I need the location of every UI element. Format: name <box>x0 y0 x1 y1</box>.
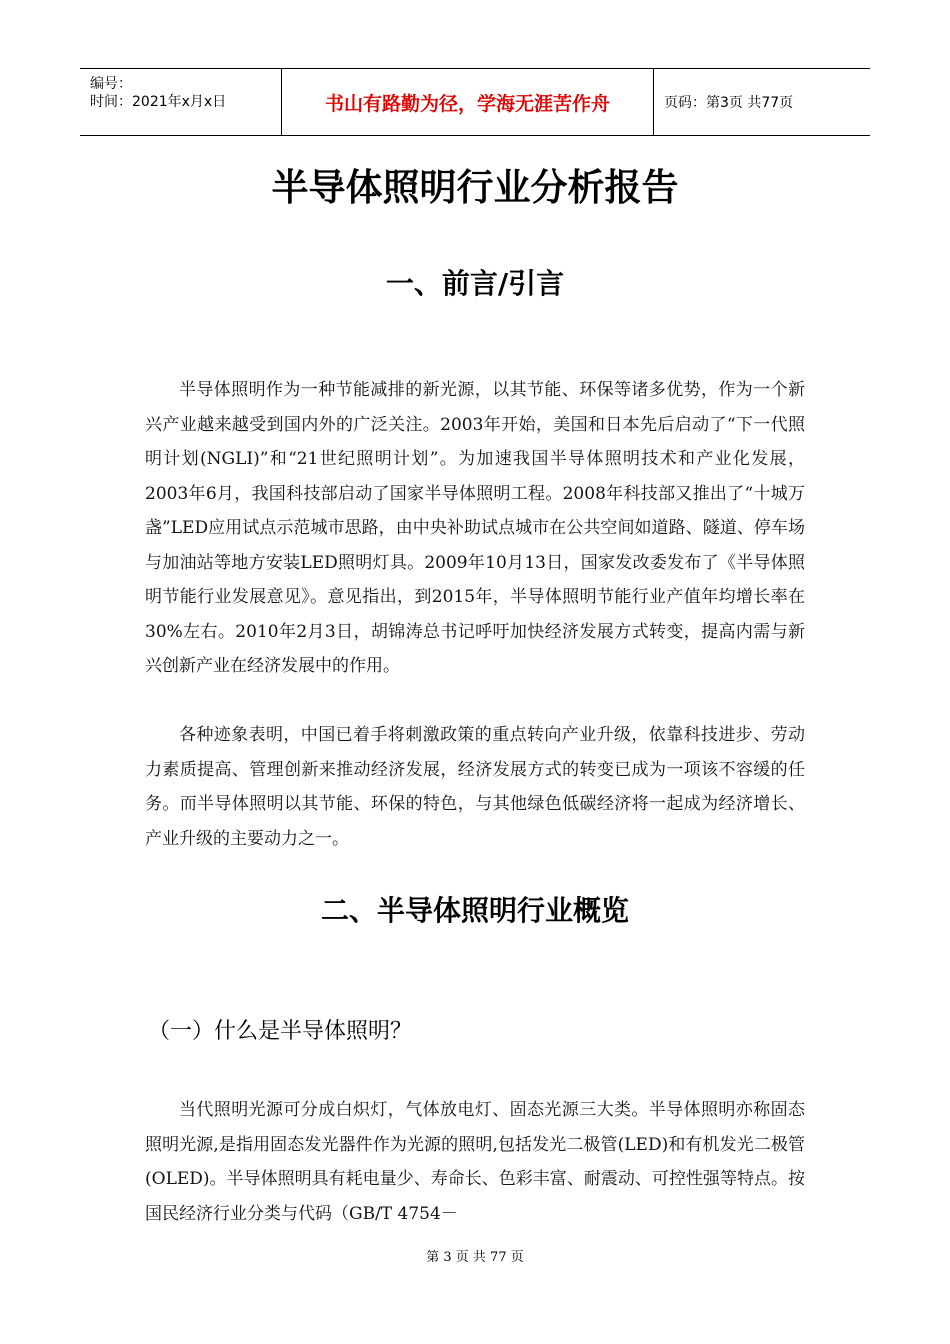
subsection-heading: （一）什么是半导体照明？ <box>148 1019 413 1044</box>
header-meta <box>80 69 282 135</box>
body-paragraph: 半导体照明作为一种节能减排的新光源，以其节能、环保等诸多优势，作为一个新兴产业越来越受到国内外的广泛关注。2003年开始，美国和日本先后启动了“下一代照明计划(NGLI)”和“21世纪照明计划”。为加速我国半导体照明技术和产业化发展，2003年6月，我国科技部启动了国家半导体照明工程。2008年科技部又推出了“十城万盏”LED应用试点示范城市思路，由中央补助试点城市在公共空间如道路、隧道、停车场与加油站等地方安装LED照明灯具。2009年10月13日，国家发改委发布了《半导体照明节能行业发展意见》。意见指出，到2015年，半导体照明节能行业产值年均增长率在30%左右。2010年2月3日，胡锦涛总书记呼吁加快经济发展方式转变，提高内需与新兴创新产业在经济发展中的作用。 <box>145 380 805 676</box>
document-header <box>80 68 870 136</box>
time-label: 时间：2021年x月x日 <box>90 94 227 110</box>
page-footer: 第 3 页 共 77 页 <box>426 1250 524 1265</box>
header-page-info: 页码：第3页 共77页 <box>664 95 794 111</box>
section-heading-preface: 一、前言/引言 <box>385 267 565 300</box>
page-title: 半导体照明行业分析报告 <box>271 166 679 209</box>
body-paragraph: 各种迹象表明，中国已着手将刺激政策的重点转向产业升级，依靠科技进步、劳动力素质提高、管理创新来推动经济发展，经济发展方式的转变已成为一项该不容缓的任务。而半导体照明以其节能、环保的特色，与其他绿色低碳经济将一起成为经济增长、产业升级的主要动力之一。 <box>145 725 805 849</box>
section-heading-overview: 二、半导体照明行业概览 <box>320 894 629 927</box>
number-label: 编号： <box>90 76 132 92</box>
body-paragraph: 当代照明光源可分成白炽灯，气体放电灯、固态光源三大类。半导体照明亦称固态照明光源,是指用固态发光器件作为光源的照明,包括发光二极管(LED)和有机发光二极管(OLED)。半导体照明具有耗电量少、寿命长、色彩丰富、耐震动、可控性强等特点。按国民经济行业分类与代码（GB/T 4754－ <box>145 1100 805 1224</box>
header-motto: 书山有路勤为径，学海无涯苦作舟 <box>282 69 654 135</box>
